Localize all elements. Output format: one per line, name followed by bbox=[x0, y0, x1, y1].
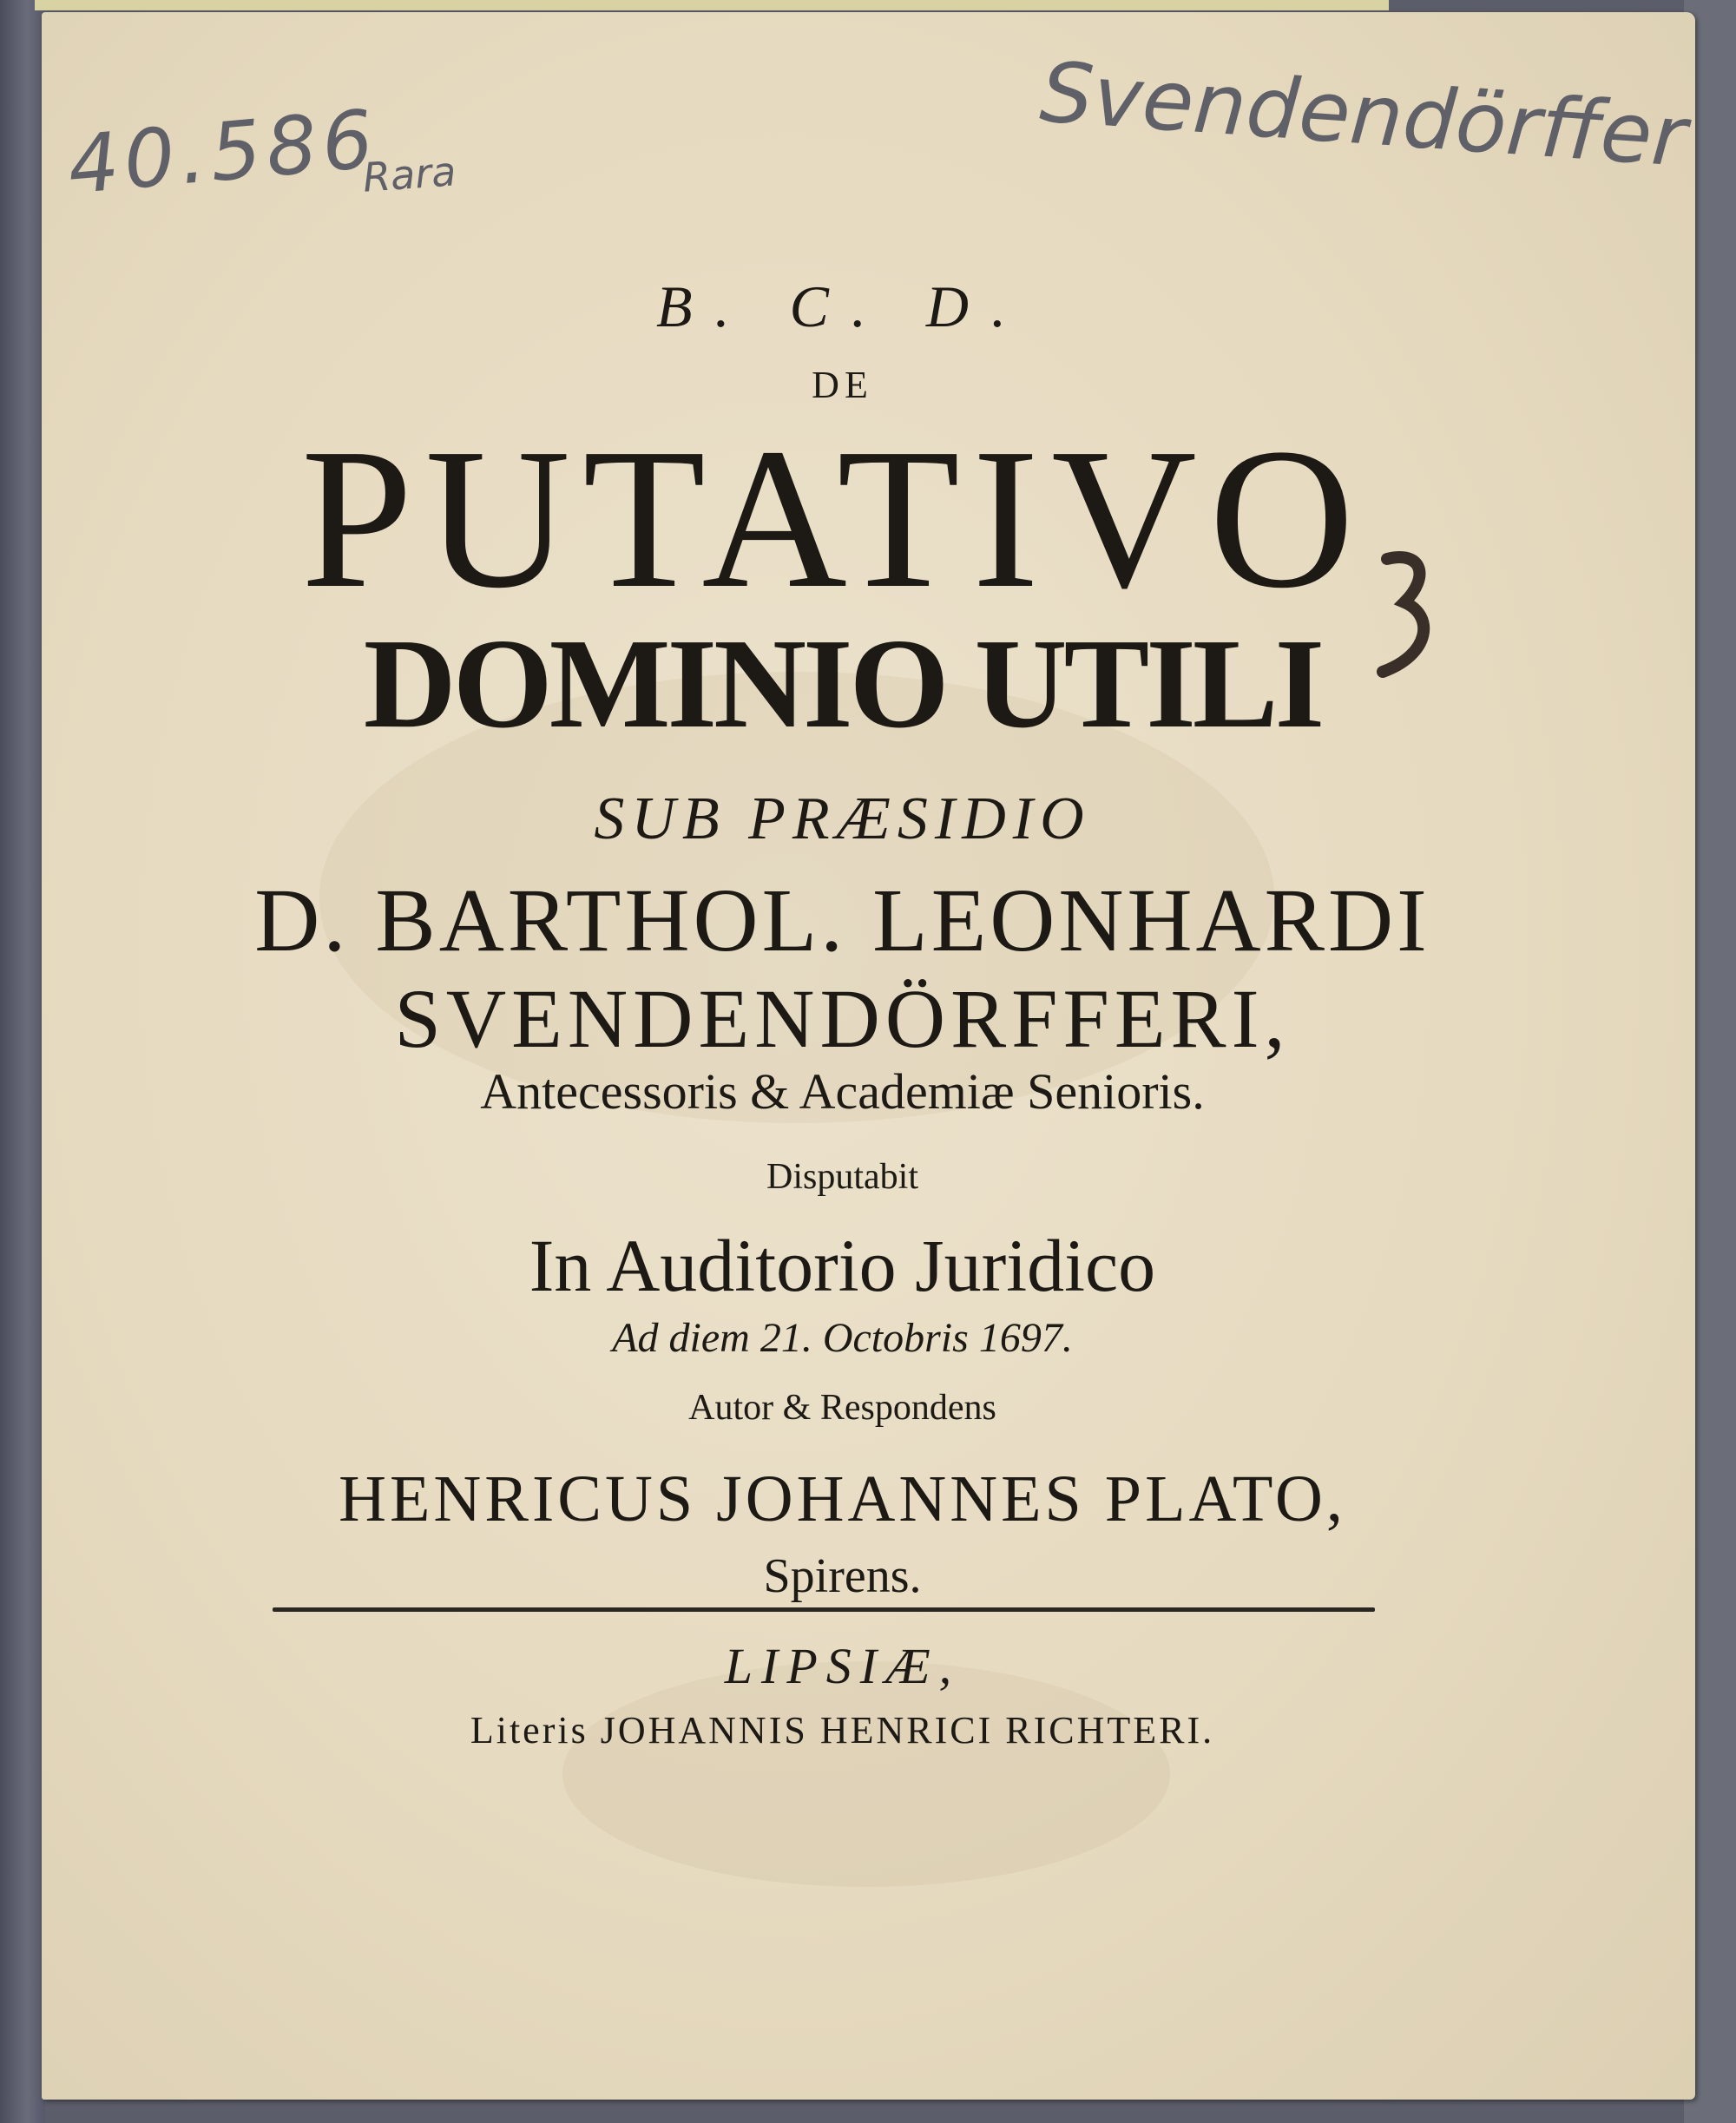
top-edge-strip bbox=[35, 0, 1389, 10]
handwritten-rara: Rara bbox=[361, 148, 458, 201]
paper-stain bbox=[562, 1661, 1170, 1887]
location-line: In Auditorio Juridico bbox=[529, 1224, 1156, 1307]
disputabit-line: Disputabit bbox=[766, 1157, 918, 1197]
divider-rule bbox=[273, 1607, 1375, 1612]
handwritten-author-note: Svendendörffer bbox=[1037, 43, 1690, 186]
autor-line: Autor & Respondens bbox=[688, 1388, 996, 1428]
handwritten-shelfmark: 40.586 bbox=[64, 92, 382, 213]
de-line: DE bbox=[812, 364, 873, 406]
bcd-line: B. C. D. bbox=[656, 273, 1029, 339]
ink-stroke-mark bbox=[1361, 542, 1439, 689]
respondent-line: HENRICUS JOHANNES PLATO, bbox=[339, 1462, 1346, 1535]
praeses-surname: SVENDENDÖRFFERI, bbox=[394, 972, 1291, 1065]
praeses-name: D. BARTHOL. LEONHARDI bbox=[254, 871, 1430, 970]
sub-praesidio: SUB PRÆSIDIO bbox=[594, 785, 1091, 852]
title-putativo: PUTATIVO bbox=[300, 407, 1367, 630]
title-page bbox=[42, 12, 1695, 2100]
imprint-city: LIPSIÆ, bbox=[724, 1638, 961, 1694]
date-line: Ad diem 21. Octobris 1697. bbox=[612, 1315, 1073, 1361]
title-dominio-utili: DOMINIO UTILI bbox=[363, 613, 1322, 755]
praeses-title: Antecessoris & Academiæ Senioris. bbox=[480, 1063, 1205, 1120]
origin-line: Spirens. bbox=[763, 1549, 922, 1603]
imprint-printer: Literis JOHANNIS HENRICI RICHTERI. bbox=[470, 1709, 1215, 1752]
